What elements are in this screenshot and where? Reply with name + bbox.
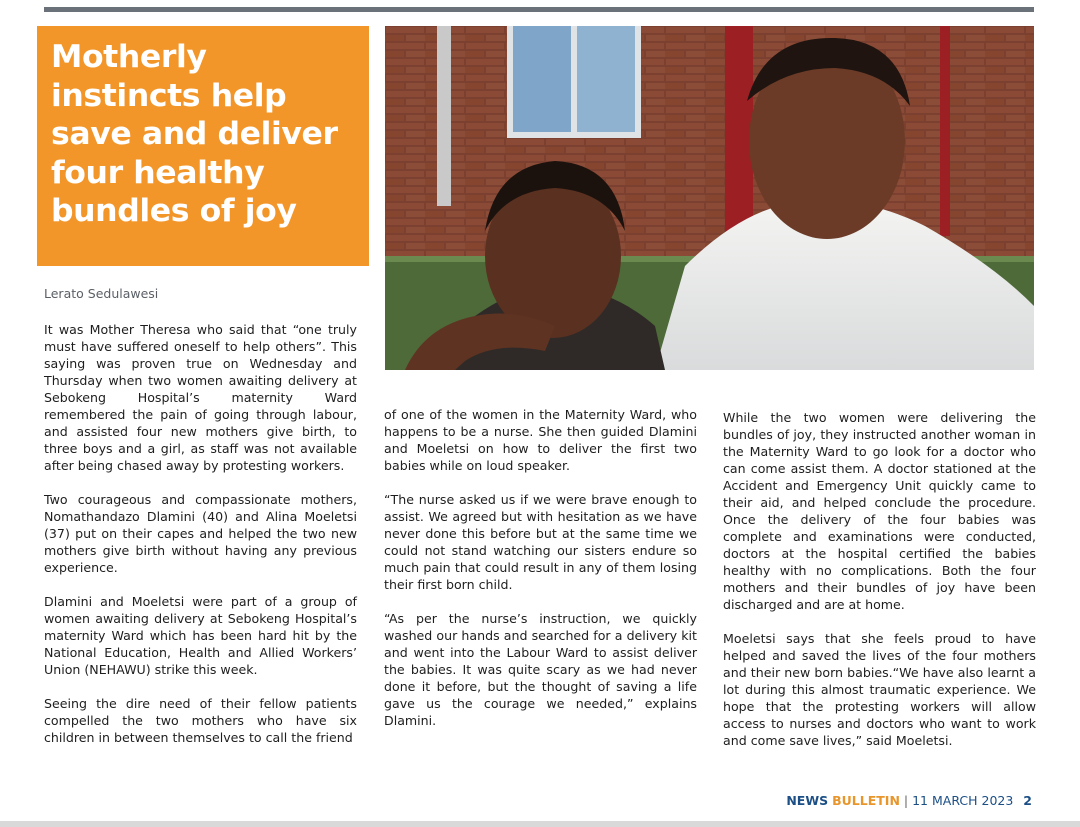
article-column-2 [384,406,697,746]
photo-two-women-icon [385,26,1034,370]
article-photo [385,26,1034,370]
paragraph: While the two women were delivering the bundles of joy, they instructed another woman in the Maternity Ward to go look for a doctor who can come assist them. A doctor stationed at the Accident and Emergency Unit quickly came to their aid, and helped conclude the procedure. Once the delivery of the four babies was complete and examinations were conducted, doctors at the hospital certified the babies healthy with no complications. Both the four mothers and their bundles of joy have been discharged and are at home. [723,410,1036,612]
paragraph: Seeing the dire need of their fellow patients compelled the two mothers who have six children in between themselves to call the friend [44,696,357,745]
page-number: 2 [1023,793,1032,808]
paragraph: of one of the women in the Maternity Ward, who happens to be a nurse. She then guided Dlamini and Moeletsi on how to deliver the first two babies while on loud speaker. [384,407,697,473]
footer-separator: | [903,793,909,808]
article-column-3 [723,409,1036,766]
paragraph: It was Mother Theresa who said that “one truly must have suffered oneself to help others”. This saying was proven true on Wednesday and Thursday when two women awaiting delivery at Sebokeng Hospital’s maternity Ward remembered the pain of going through labour, and assisted four new mothers give birth, to three boys and a girl, as staff was not available after being chased away by protesting workers. [44,322,357,473]
paragraph: Two courageous and compassionate mothers, Nomathandazo Dlamini (40) and Alina Moeletsi (37) put on their capes and helped the two new mothers give birth without having any previous experience. [44,492,357,575]
article-column-1 [44,321,357,763]
footer-bulletin-label: BULLETIN [832,793,900,808]
footer-news-label: NEWS [786,793,829,808]
paragraph: “As per the nurse’s instruction, we quickly washed our hands and searched for a delivery kit and went into the Labour Ward to assist deliver the babies. It was quite scary as we had never done it before, but the thought of saving a life gave us the courage we needed,” explains Dlamini. [384,611,697,728]
article-headline: Motherly instincts help save and deliver four healthy bundles of joy [51,39,338,229]
top-divider [44,7,1034,12]
paragraph: Moeletsi says that she feels proud to have helped and saved the lives of the four mothers and their new born babies.“We have also learnt a lot during this almost traumatic experience. We hope that the protesting workers will allow access to nurses and doctors who want to work and come save lives,” said Moeletsi. [723,631,1036,748]
page-footer [786,793,1032,808]
author-byline: Lerato Sedulawesi [44,286,159,301]
headline-banner [37,26,369,266]
footer-date: 11 MARCH 2023 [912,793,1014,808]
paragraph: Dlamini and Moeletsi were part of a group of women awaiting delivery at Sebokeng Hospital’s maternity Ward which has been hard hit by the National Education, Health and Allied Workers’ Union (NEHAWU) strike this week. [44,594,357,677]
paragraph: “The nurse asked us if we were brave enough to assist. We agreed but with hesitation as we have never done this before but at the same time we could not stand watching our sisters endure so much pain that could result in any of them losing their first born child. [384,492,697,592]
bottom-bar [0,821,1080,827]
